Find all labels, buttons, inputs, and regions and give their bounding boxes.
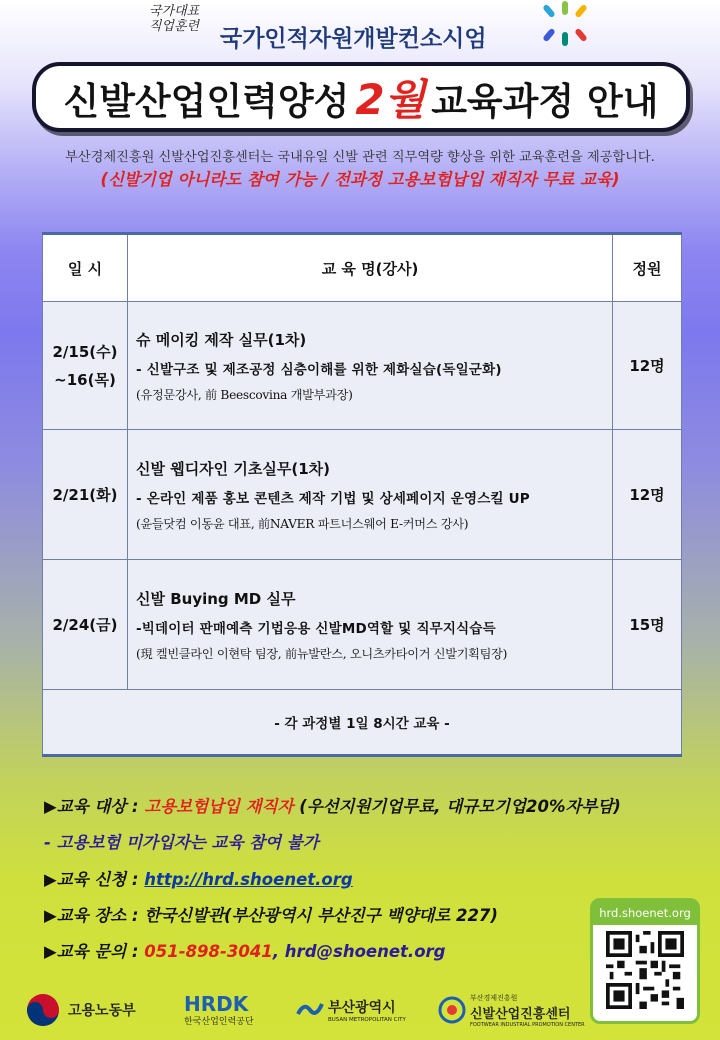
- info-contact-label: ▶교육 문의 :: [44, 942, 145, 961]
- logo-hrdk-sub: 한국산업인력공단: [184, 1016, 254, 1027]
- org-name: 국가인적자원개발컨소시엄: [220, 26, 487, 52]
- info-target: [44, 793, 621, 817]
- logo-busan: [296, 988, 406, 1032]
- course-title: 신발 웹디자인 기초실무(1차): [136, 459, 330, 478]
- course-info: [128, 430, 613, 560]
- title-part-2: 교육과정 안내: [431, 80, 659, 123]
- info-contact: [44, 938, 445, 962]
- info-target-sub: - 고용보험 미가입자는 교육 참여 불가: [44, 833, 319, 852]
- date-line-1: 2/15(수): [52, 342, 118, 361]
- logo-busan-sub: BUSAN METROPOLITAN CITY: [328, 1017, 406, 1023]
- info-apply: [44, 866, 353, 890]
- table-header-row: [43, 234, 682, 302]
- course-date: [43, 560, 128, 690]
- header-course: 교 육 명(강사): [128, 234, 613, 302]
- qr-box: [590, 898, 700, 1024]
- course-instructor: (現 켈빈클라인 이현탁 팀장, 前뉴발란스, 오니츠카타이거 신발기획팀장): [136, 646, 508, 661]
- course-desc: - 신발구조 및 제조공정 심층이해를 위한 제화실습(독일군화): [136, 361, 502, 378]
- logo-center-top: 부산경제진흥원: [470, 993, 518, 1002]
- course-capacity: 15명: [613, 560, 682, 690]
- course-title: 슈 메이킹 제작 실무(1차): [136, 330, 307, 349]
- eligibility-note: (신발기업 아니라도 참여 가능 / 전과정 고용보험납입 재직자 무료 교육): [100, 170, 620, 189]
- course-desc: -빅데이터 판매예측 기법응용 신발MD역할 및 직무지식습득: [136, 620, 496, 637]
- course-date: [43, 302, 128, 430]
- contact-email: , hrd@shoenet.org: [272, 942, 446, 961]
- logo-moel: [26, 988, 136, 1032]
- date-line-1: 2/21(화): [52, 485, 118, 504]
- table-row: [43, 430, 682, 560]
- course-capacity: 12명: [613, 302, 682, 430]
- course-date: [43, 430, 128, 560]
- slogan-line-2: 직업훈련: [148, 19, 200, 34]
- info-place: [44, 902, 498, 926]
- logo-center: [438, 988, 585, 1032]
- info-target-extra: (우선지원기업무료, 대규모기업20%자부담): [293, 797, 621, 816]
- table-footer-row: [43, 690, 682, 756]
- info-place-value: 한국신발관(부산광역시 부산진구 백양대로 227): [144, 906, 498, 925]
- apply-link[interactable]: http://hrd.shoenet.org: [144, 870, 353, 889]
- page-title: [63, 67, 658, 127]
- date-line-1: 2/24(금): [52, 615, 118, 634]
- course-title: 신발 Buying MD 실무: [136, 589, 296, 608]
- date-line-2: ~16(목): [54, 370, 116, 389]
- course-info: [128, 302, 613, 430]
- logo-hrdk-text: HRDK: [184, 991, 249, 1016]
- title-part-1: 신발산업인력양성: [63, 80, 350, 123]
- logo-center-sub: FOOTWEAR INDUSTRIAL PROMOTION CENTER: [470, 1021, 585, 1028]
- info-place-label: ▶교육 장소 :: [44, 906, 145, 925]
- course-instructor: (윤들닷컴 이동윤 대표, 前NAVER 파트너스웨어 E-커머스 강사): [136, 516, 469, 531]
- course-info: [128, 560, 613, 690]
- table-row: [43, 302, 682, 430]
- qr-label: hrd.shoenet.org: [593, 901, 697, 925]
- center-emblem-icon: [438, 996, 466, 1024]
- consortium-star-icon: [538, 0, 594, 48]
- logo-hrdk: [184, 988, 254, 1032]
- logo-busan-text: 부산광역시: [328, 1000, 396, 1016]
- course-desc: - 온라인 제품 홍보 콘텐츠 제작 기법 및 상세페이지 운영스킬 UP: [136, 490, 530, 507]
- slogan-line-1: 국가대표: [148, 4, 200, 19]
- slogan-logo: [132, 4, 216, 34]
- title-banner: [32, 62, 690, 132]
- title-month: 2월: [355, 75, 426, 124]
- course-instructor: (유정문강사, 前 Beescovina 개발부과장): [136, 387, 353, 402]
- info-apply-label: ▶교육 신청 :: [44, 870, 145, 889]
- header-capacity: 정원: [613, 234, 682, 302]
- course-capacity: 12명: [613, 430, 682, 560]
- contact-phone: 051-898-3041: [144, 942, 273, 961]
- busan-wave-icon: [296, 998, 324, 1022]
- header-date: 일 시: [43, 234, 128, 302]
- qr-code-icon[interactable]: [606, 931, 684, 1009]
- table-row: [43, 560, 682, 690]
- course-table: [42, 232, 682, 757]
- logo-center-text: 신발산업진흥센터: [470, 1006, 571, 1022]
- info-target-label: ▶교육 대상 :: [44, 797, 145, 816]
- intro-text: 부산경제진흥원 신발산업진흥센터는 국내유일 신발 관련 직무역량 향상을 위한 교육훈련을 제공합니다.: [65, 150, 655, 165]
- table-footer: - 각 과정별 1일 8시간 교육 -: [43, 690, 682, 756]
- taegeuk-icon: [26, 993, 60, 1027]
- logo-moel-text: 고용노동부: [68, 1003, 136, 1019]
- info-target-value: 고용보험납입 재직자: [144, 797, 294, 816]
